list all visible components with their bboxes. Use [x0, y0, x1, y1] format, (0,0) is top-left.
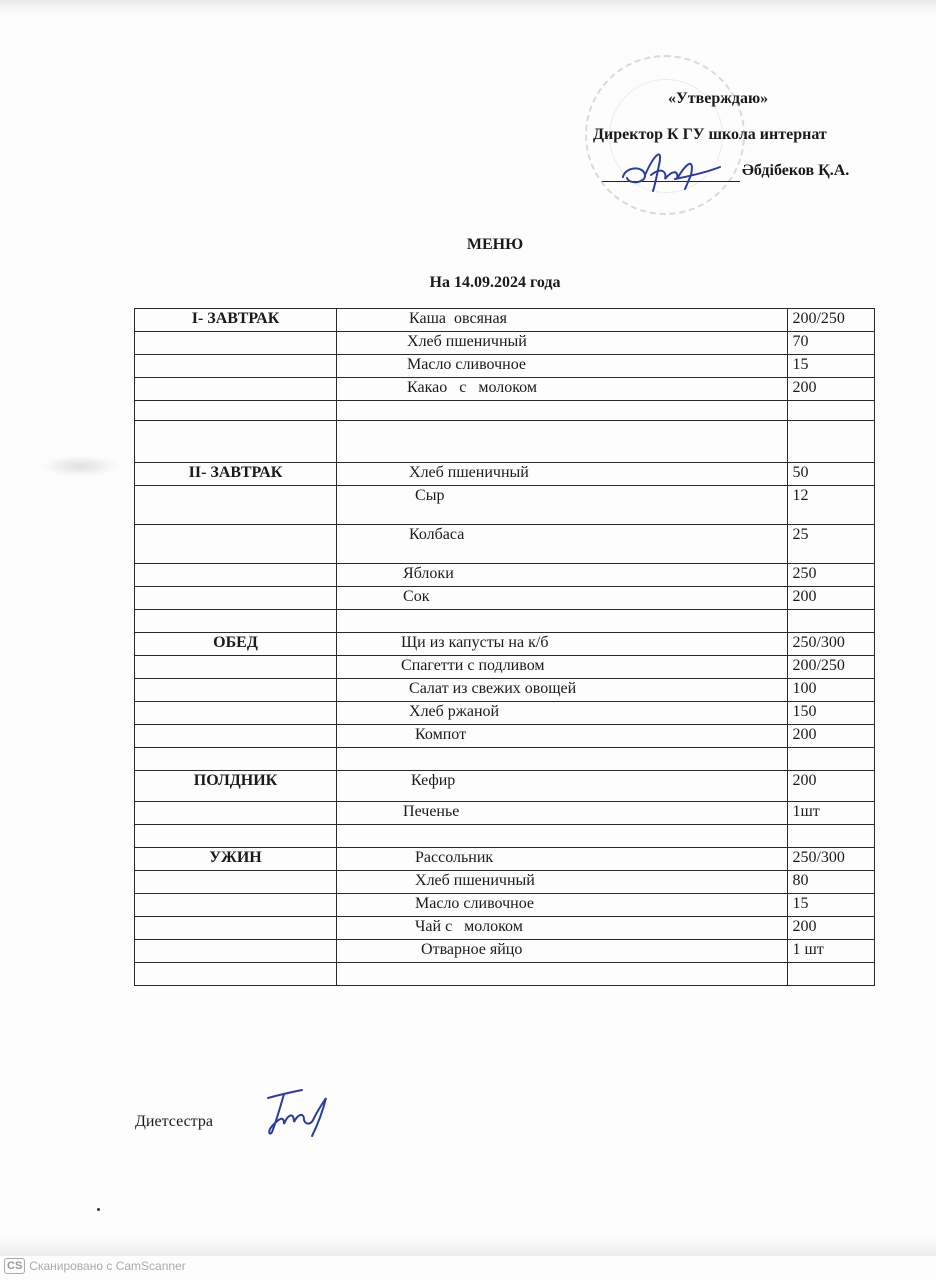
dietitian-signature: [262, 1088, 337, 1138]
portion-cell: 200/250: [788, 309, 875, 332]
dish-cell: [337, 633, 788, 656]
menu-row: [135, 463, 875, 486]
portion-cell: 200: [788, 725, 875, 748]
menu-row: [135, 378, 875, 401]
meal-cell: [135, 725, 337, 748]
meal-cell: I- ЗАВТРАК: [135, 309, 337, 332]
dish-name: Масло сливочное: [411, 895, 535, 912]
dish-cell: [337, 825, 788, 848]
director-signature: [615, 145, 725, 195]
menu-row: [135, 401, 875, 421]
dish-cell: [337, 486, 788, 525]
meal-cell: [135, 940, 337, 963]
menu-row: [135, 771, 875, 802]
dish-cell: [337, 848, 788, 871]
meal-cell: [135, 525, 337, 564]
meal-cell: [135, 401, 337, 421]
dish-name: Рассольник: [411, 849, 494, 866]
menu-row: [135, 802, 875, 825]
menu-row: [135, 332, 875, 355]
scan-speck: [97, 1208, 100, 1211]
dish-name: Хлеб пшеничный: [409, 464, 529, 481]
dish-cell: [337, 525, 788, 564]
portion-cell: 15: [788, 355, 875, 378]
dish-name: Колбаса: [409, 526, 465, 543]
dish-cell: [337, 871, 788, 894]
dish-cell: [337, 610, 788, 633]
portion-cell: 70: [788, 332, 875, 355]
portion-cell: [788, 401, 875, 421]
meal-cell: [135, 825, 337, 848]
menu-row: [135, 940, 875, 963]
meal-cell: [135, 610, 337, 633]
dish-name: Компот: [407, 726, 467, 743]
dish-name: Яблоки: [403, 565, 454, 582]
dish-cell: [337, 702, 788, 725]
dish-name: Щи из капусты на к/б: [401, 634, 549, 651]
portion-cell: 25: [788, 525, 875, 564]
portion-cell: [788, 963, 875, 986]
meal-cell: УЖИН: [135, 848, 337, 871]
portion-cell: 200: [788, 587, 875, 610]
menu-row: [135, 610, 875, 633]
dish-cell: [337, 564, 788, 587]
portion-cell: 200: [788, 771, 875, 802]
menu-row: [135, 633, 875, 656]
menu-row: [135, 825, 875, 848]
meal-cell: [135, 421, 337, 463]
menu-row: [135, 871, 875, 894]
meal-cell: II- ЗАВТРАК: [135, 463, 337, 486]
meal-cell: [135, 871, 337, 894]
menu-row: [135, 702, 875, 725]
portion-cell: [788, 421, 875, 463]
meal-cell: [135, 702, 337, 725]
dish-cell: [337, 748, 788, 771]
dish-cell: [337, 378, 788, 401]
meal-cell: [135, 332, 337, 355]
menu-row: [135, 587, 875, 610]
scan-shadow-bottom: [0, 1236, 936, 1256]
dish-name: Спагетти с подливом: [401, 657, 545, 674]
approval-director-line: Директор К ГУ школа интернат: [593, 126, 827, 143]
meal-cell: [135, 802, 337, 825]
dish-cell: [337, 725, 788, 748]
meal-cell: ОБЕД: [135, 633, 337, 656]
dish-cell: [337, 771, 788, 802]
dish-cell: [337, 656, 788, 679]
menu-row: [135, 917, 875, 940]
meal-cell: [135, 894, 337, 917]
dish-cell: [337, 587, 788, 610]
dish-name: Хлеб пшеничный: [411, 872, 535, 889]
dish-cell: [337, 309, 788, 332]
portion-cell: 1шт: [788, 802, 875, 825]
dish-cell: [337, 802, 788, 825]
dish-name: Хлеб пшеничный: [407, 333, 527, 350]
scan-smudge: [40, 455, 120, 477]
meal-cell: [135, 587, 337, 610]
portion-cell: [788, 610, 875, 633]
meal-cell: ПОЛДНИК: [135, 771, 337, 802]
dish-name: Хлеб ржаной: [405, 703, 500, 720]
dish-name: Масло сливочное: [407, 356, 527, 373]
dish-name: Отварное яйцо: [413, 941, 523, 958]
portion-cell: 12: [788, 486, 875, 525]
portion-cell: 80: [788, 871, 875, 894]
dish-cell: [337, 679, 788, 702]
dish-name: Сок: [403, 588, 430, 605]
dish-cell: [337, 463, 788, 486]
menu-table: [134, 308, 875, 986]
portion-cell: [788, 825, 875, 848]
menu-row: [135, 656, 875, 679]
camscanner-logo-icon: CS: [4, 1258, 25, 1274]
dish-name: Салат из свежих овощей: [405, 680, 577, 697]
dish-name: Печенье: [403, 803, 460, 820]
dish-name: Каша овсяная: [409, 310, 507, 327]
menu-row: [135, 894, 875, 917]
menu-row: [135, 725, 875, 748]
menu-row: [135, 355, 875, 378]
menu-row: [135, 309, 875, 332]
menu-row: [135, 748, 875, 771]
portion-cell: [788, 748, 875, 771]
dish-cell: [337, 894, 788, 917]
menu-table-body: [135, 309, 875, 986]
meal-cell: [135, 963, 337, 986]
meal-cell: [135, 378, 337, 401]
menu-row: [135, 525, 875, 564]
portion-cell: 50: [788, 463, 875, 486]
menu-row: [135, 679, 875, 702]
portion-cell: 100: [788, 679, 875, 702]
menu-row: [135, 486, 875, 525]
dish-cell: [337, 332, 788, 355]
dish-cell: [337, 421, 788, 463]
dish-cell: [337, 355, 788, 378]
portion-cell: 200: [788, 917, 875, 940]
menu-row: [135, 564, 875, 587]
meal-cell: [135, 748, 337, 771]
portion-cell: 15: [788, 894, 875, 917]
director-name: Әбдібеков Қ.А.: [742, 162, 850, 179]
dietitian-label: Диетсестра: [135, 1113, 213, 1130]
portion-cell: 1 шт: [788, 940, 875, 963]
dish-name: Чай с молоком: [411, 918, 523, 935]
dish-cell: [337, 963, 788, 986]
menu-row: [135, 421, 875, 463]
portion-cell: 250: [788, 564, 875, 587]
menu-row: [135, 963, 875, 986]
approval-title: «Утверждаю»: [668, 90, 769, 107]
portion-cell: 200/250: [788, 656, 875, 679]
meal-cell: [135, 486, 337, 525]
dish-name: Какао с молоком: [407, 379, 537, 396]
camscanner-watermark: [4, 1258, 186, 1274]
portion-cell: 200: [788, 378, 875, 401]
meal-cell: [135, 355, 337, 378]
portion-cell: 250/300: [788, 848, 875, 871]
watermark-text: Сканировано с CamScanner: [29, 1259, 186, 1273]
menu-row: [135, 848, 875, 871]
meal-cell: [135, 679, 337, 702]
portion-cell: 150: [788, 702, 875, 725]
dish-cell: [337, 917, 788, 940]
document-title: МЕНЮ: [466, 236, 524, 253]
dish-cell: [337, 401, 788, 421]
dish-name: Сыр: [411, 487, 445, 504]
scan-shadow-top: [0, 0, 936, 14]
meal-cell: [135, 656, 337, 679]
dish-name: Кефир: [407, 772, 456, 789]
document-date: На 14.09.2024 года: [429, 274, 561, 291]
dish-cell: [337, 940, 788, 963]
meal-cell: [135, 564, 337, 587]
portion-cell: 250/300: [788, 633, 875, 656]
meal-cell: [135, 917, 337, 940]
